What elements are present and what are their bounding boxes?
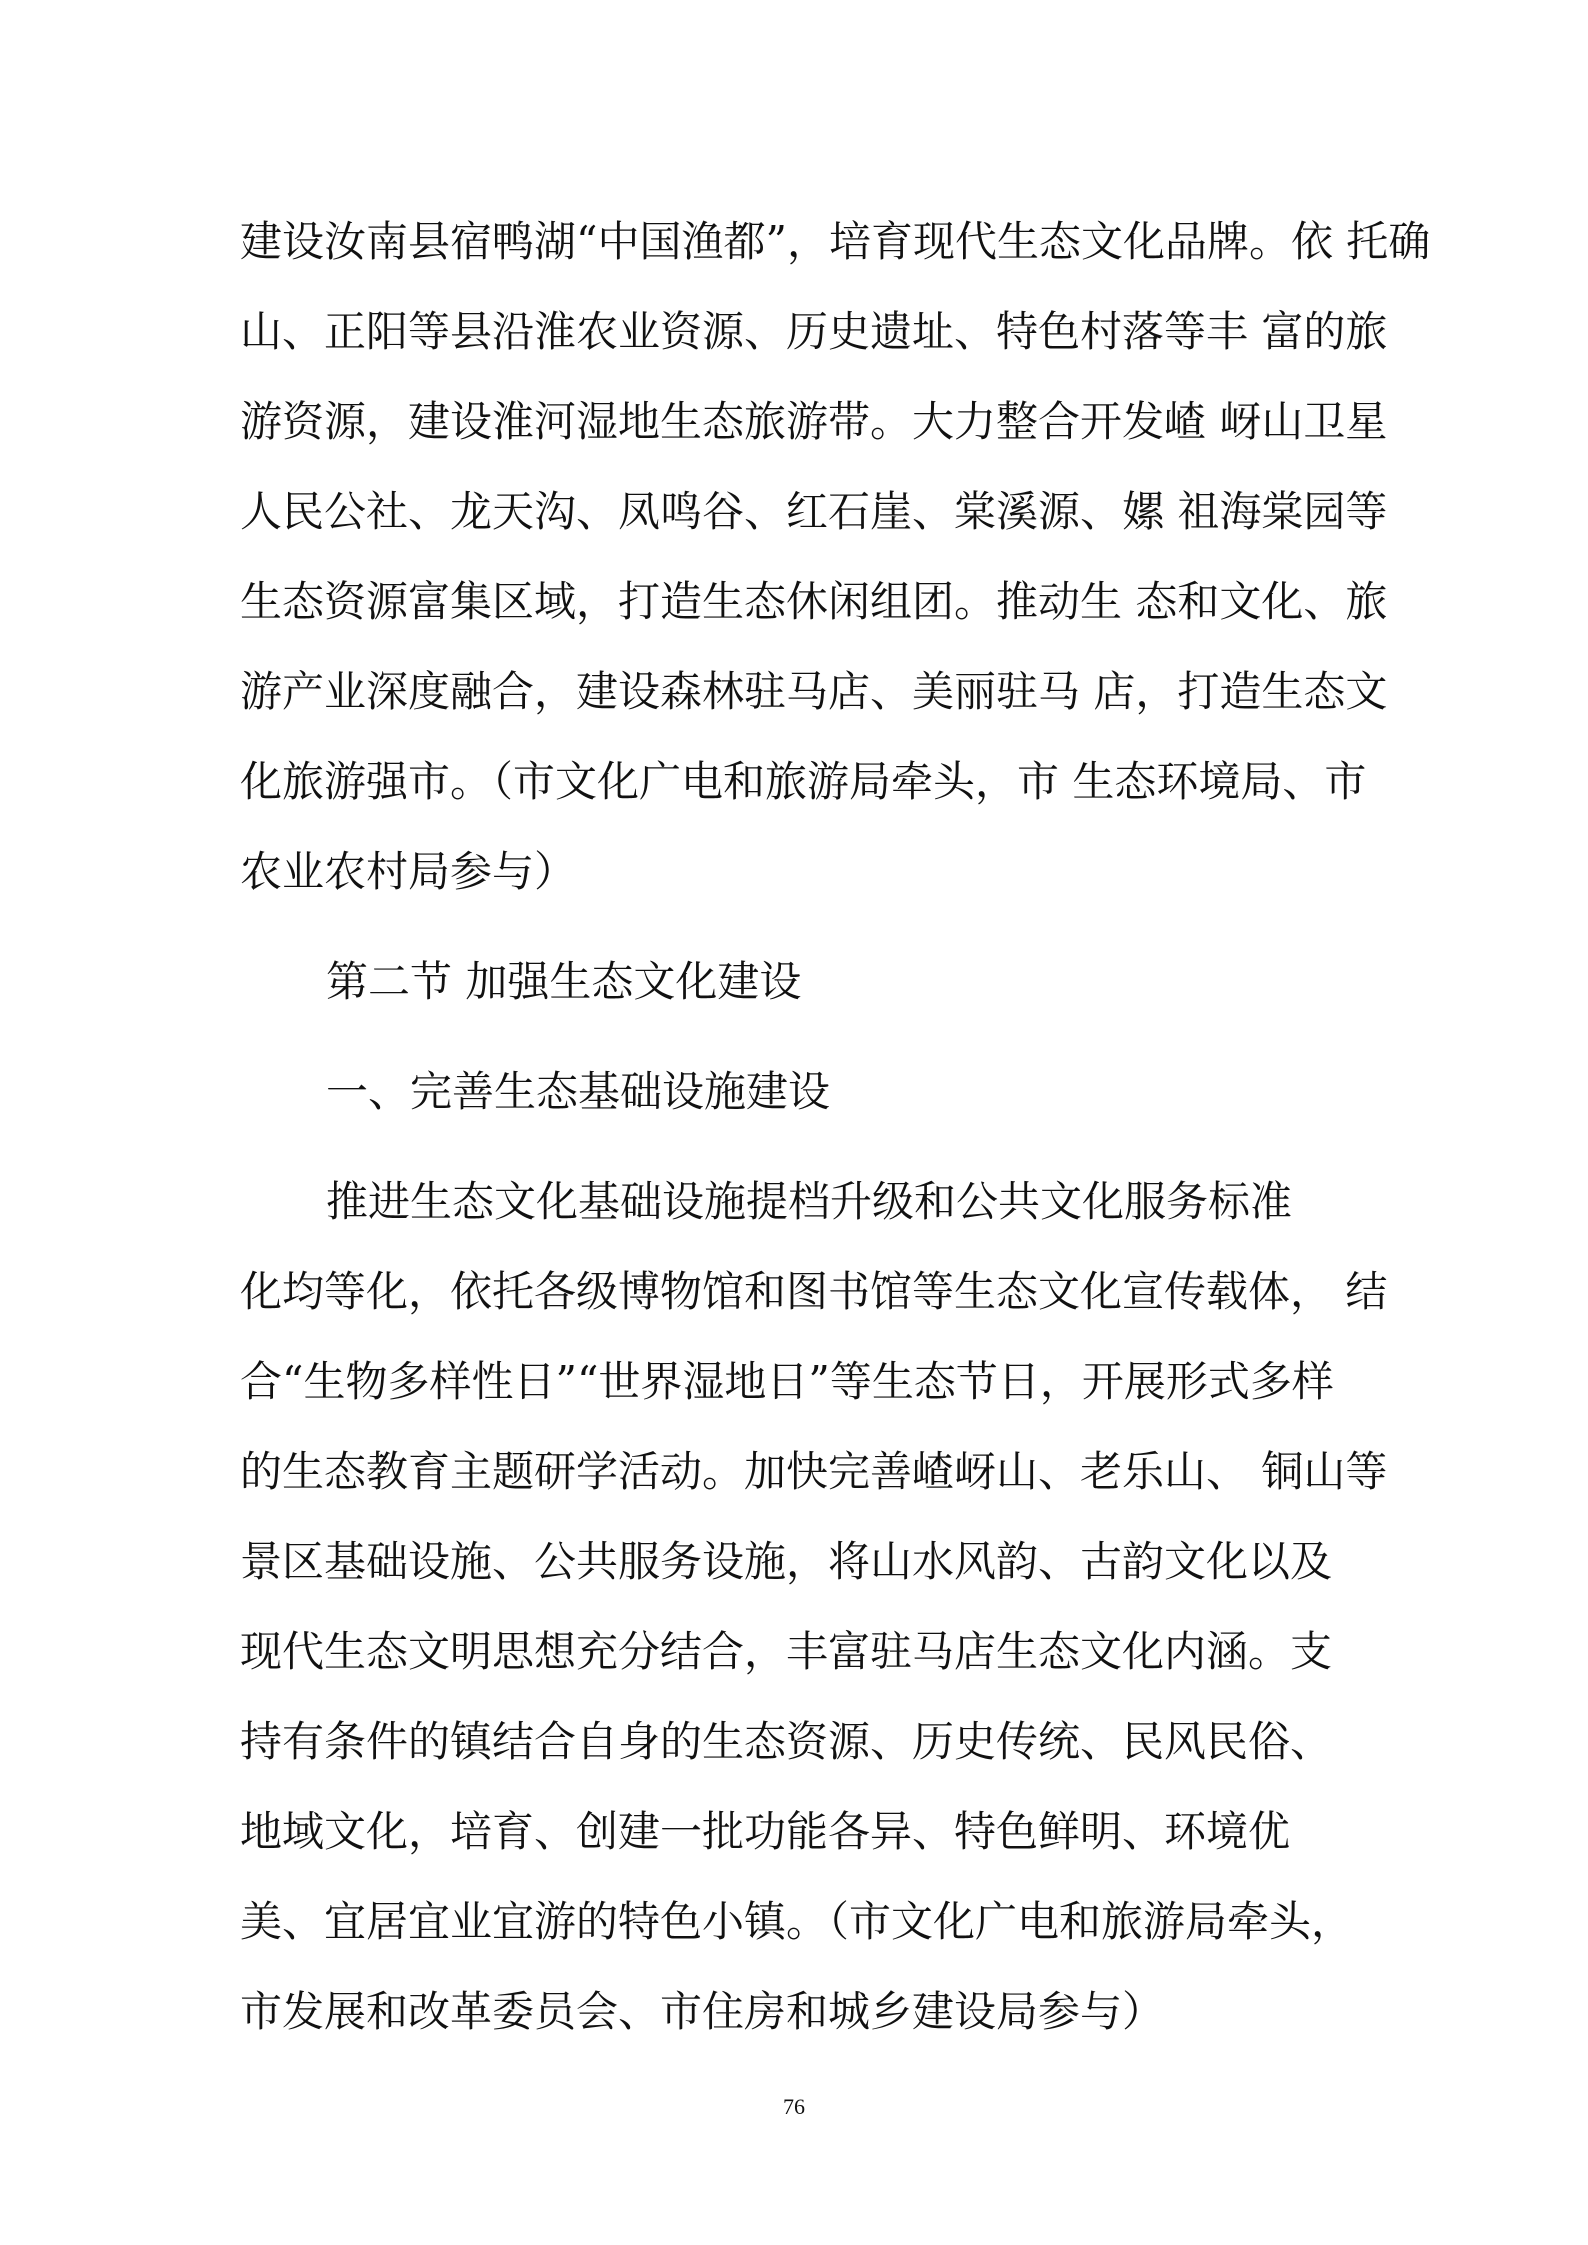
paragraph-1-line-7: 化旅游强市。（市文化广电和旅游局牵头，市 生态环境局、市 xyxy=(240,757,1367,806)
paragraph-2-line-3: 合“生物多样性日”“世界湿地日”等生态节日，开展形式多样 xyxy=(240,1357,1334,1406)
paragraph-1-line-3: 游资源，建设淮河湿地生态旅游带。大力整合开发嵖 岈山卫星 xyxy=(240,397,1388,446)
paragraph-2-line-5: 景区基础设施、公共服务设施，将山水风韵、古韵文化以及 xyxy=(240,1537,1333,1586)
paragraph-2-line-1: 推进生态文化基础设施提档升级和公共文化服务标准 xyxy=(326,1177,1293,1226)
paragraph-1-line-1: 建设汝南县宿鸭湖“中国渔都”，培育现代生态文化品牌。依 托确 xyxy=(240,217,1431,266)
paragraph-2-line-6: 现代生态文明思想充分结合，丰富驻马店生态文化内涵。支 xyxy=(240,1627,1333,1676)
paragraph-1-line-4: 人民公社、龙天沟、凤鸣谷、红石崖、棠溪源、嫘 祖海棠园等 xyxy=(240,487,1388,536)
paragraph-2-line-2: 化均等化，依托各级博物馆和图书馆等生态文化宣传载体， 结 xyxy=(240,1267,1388,1316)
section-heading: 第二节 加强生态文化建设 xyxy=(326,957,802,1006)
paragraph-1-line-2: 山、正阳等县沿淮农业资源、历史遗址、特色村落等丰 富的旅 xyxy=(240,307,1388,356)
paragraph-1-line-5: 生态资源富集区域，打造生态休闲组团。推动生 态和文化、旅 xyxy=(240,577,1388,626)
paragraph-2-line-4: 的生态教育主题研学活动。加快完善嵖岈山、老乐山、 铜山等 xyxy=(240,1447,1388,1496)
paragraph-2-line-9: 美、宜居宜业宜游的特色小镇。（市文化广电和旅游局牵头， xyxy=(240,1897,1354,1946)
paragraph-2-line-10: 市发展和改革委员会、市住房和城乡建设局参与） xyxy=(240,1987,1165,2036)
paragraph-1-line-6: 游产业深度融合，建设森林驻马店、美丽驻马 店，打造生态文 xyxy=(240,667,1388,716)
paragraph-1-line-8: 农业农村局参与） xyxy=(240,847,577,896)
page-number: 76 xyxy=(783,2094,805,2119)
paragraph-2-line-7: 持有条件的镇结合自身的生态资源、历史传统、民风民俗、 xyxy=(240,1717,1333,1766)
paragraph-2-line-8: 地域文化，培育、创建一批功能各异、特色鲜明、环境优 xyxy=(240,1807,1291,1856)
subsection-heading: 一、完善生态基础设施建设 xyxy=(326,1067,831,1116)
